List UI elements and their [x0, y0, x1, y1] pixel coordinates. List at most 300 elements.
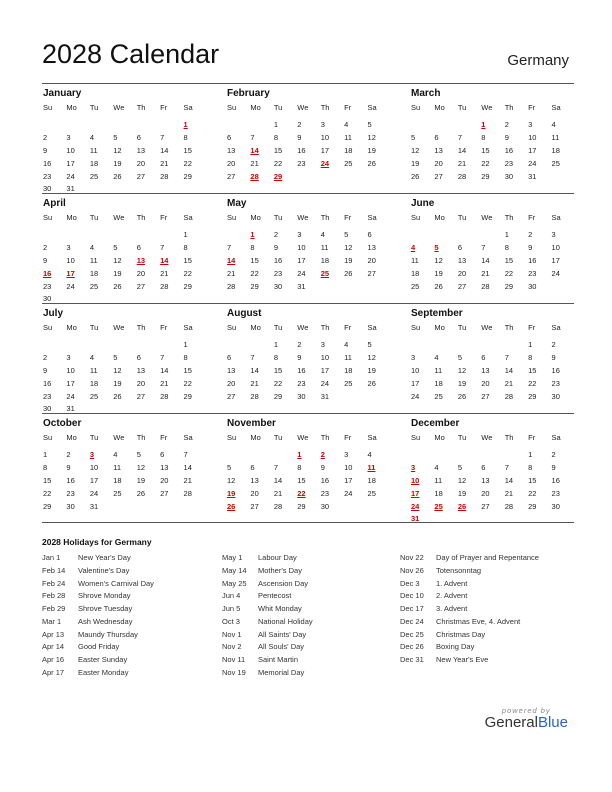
holiday-date-label: Nov 22 [400, 553, 424, 562]
day-number: 15 [273, 365, 283, 375]
empty-day [527, 513, 550, 526]
day-number: 3 [66, 242, 71, 252]
month-name: January [43, 88, 82, 99]
month-november [226, 414, 390, 523]
weekday-header [226, 211, 390, 225]
weekday-label: Sa [183, 433, 193, 442]
day-number: 9 [66, 462, 71, 472]
day-number: 25 [344, 378, 353, 388]
month-october [42, 414, 206, 523]
holiday-name: Whit Monday [258, 604, 302, 613]
day-number: 16 [504, 145, 514, 155]
empty-day [367, 281, 390, 294]
empty-day [367, 391, 390, 404]
month-name: February [227, 88, 270, 99]
holiday-date-label: May 1 [222, 553, 243, 562]
week-row [410, 352, 574, 365]
holiday-item [400, 629, 539, 642]
week-row [42, 132, 206, 145]
holiday-date: 17 [411, 488, 420, 498]
day-number: 15 [297, 475, 306, 485]
day-number: 6 [434, 132, 439, 142]
weekday-label: Mo [250, 323, 261, 332]
empty-day [367, 171, 390, 184]
holiday-item [222, 629, 313, 642]
holiday-item [42, 629, 154, 642]
holiday-name: Women's Carnival Day [78, 578, 154, 588]
week-row [226, 391, 390, 404]
day-number: 15 [481, 145, 490, 155]
holiday-date: 13 [136, 255, 146, 265]
weekday-label: Su [411, 433, 421, 442]
day-number: 20 [434, 158, 443, 168]
holiday-date: 14 [227, 255, 236, 265]
week-row [42, 462, 206, 475]
day-number: 24 [66, 171, 75, 181]
day-number: 19 [344, 255, 353, 265]
holiday-date: 22 [297, 488, 306, 498]
empty-day [410, 229, 433, 242]
empty-day [89, 119, 112, 132]
weekday-label: Su [227, 433, 237, 442]
day-number: 6 [367, 230, 372, 239]
day-number: 10 [297, 242, 306, 252]
day-number: 30 [504, 171, 514, 181]
day-number: 8 [183, 352, 188, 362]
day-number: 27 [481, 501, 490, 511]
holiday-date: 3 [411, 462, 416, 472]
month-may [226, 194, 390, 303]
day-number: 30 [320, 501, 330, 511]
holiday-name: Easter Monday [78, 667, 129, 677]
weekday-label: Th [504, 213, 514, 222]
day-number: 12 [113, 255, 122, 265]
day-number: 23 [320, 488, 330, 498]
day-number: 5 [457, 462, 463, 472]
day-number: 8 [183, 132, 188, 142]
day-number: 20 [136, 378, 146, 388]
week-row [42, 475, 206, 488]
week-row [42, 488, 206, 501]
weekday-label: Fr [528, 103, 536, 112]
holiday-name: Day of Prayer and Repentance [436, 553, 539, 562]
day-number: 31 [66, 404, 75, 414]
day-number: 10 [89, 462, 99, 472]
empty-day [410, 449, 433, 462]
day-number: 18 [434, 378, 443, 388]
day-number: 8 [250, 242, 255, 252]
day-number: 29 [528, 391, 537, 401]
day-number: 3 [297, 230, 302, 239]
weekday-label: Mo [250, 213, 261, 222]
empty-day [273, 449, 296, 462]
day-number: 11 [344, 352, 352, 362]
day-number: 23 [43, 281, 52, 291]
weekday-label: Sa [551, 433, 561, 442]
weekday-label: Mo [66, 323, 77, 332]
empty-day [42, 229, 65, 242]
month-name: November [227, 418, 276, 429]
empty-day [457, 119, 480, 132]
empty-day [226, 119, 249, 132]
holiday-date-label: Dec 25 [400, 629, 424, 639]
holiday-name: New Year's Day [78, 553, 131, 562]
day-number: 29 [183, 281, 192, 291]
holiday-date-label: May 14 [222, 565, 247, 575]
holiday-date: 26 [227, 501, 236, 511]
day-number: 31 [66, 184, 75, 194]
week-row [410, 488, 574, 501]
day-number: 17 [66, 158, 75, 168]
day-number: 23 [43, 391, 52, 401]
weekday-label: Su [43, 323, 53, 332]
week-row [226, 449, 390, 462]
empty-day [159, 339, 182, 352]
day-number: 2 [297, 340, 302, 349]
empty-day [159, 229, 182, 242]
day-number: 12 [411, 145, 420, 155]
month-august [226, 304, 390, 413]
day-number: 28 [457, 171, 467, 181]
weekday-label: Mo [66, 433, 77, 442]
day-number: 9 [551, 462, 556, 472]
day-number: 3 [411, 352, 416, 362]
day-number: 5 [367, 340, 372, 349]
day-number: 5 [227, 462, 232, 472]
day-number: 2 [551, 340, 556, 349]
empty-day [433, 119, 456, 132]
day-number: 4 [320, 230, 325, 239]
empty-day [112, 501, 135, 514]
day-number: 7 [273, 462, 279, 472]
day-number: 13 [227, 145, 236, 155]
empty-day [226, 339, 249, 352]
day-number: 26 [113, 171, 122, 181]
holiday-name: Labour Day [258, 553, 297, 562]
day-number: 9 [43, 365, 48, 375]
page-title: 2028 Calendar [42, 39, 220, 69]
holiday-name: Christmas Day [436, 629, 486, 639]
holiday-date-label: Dec 24 [400, 616, 424, 626]
empty-day [504, 449, 527, 462]
holiday-date: 1 [297, 450, 302, 459]
day-number: 22 [43, 488, 52, 498]
holiday-date: 5 [434, 242, 439, 252]
week-row [42, 171, 206, 184]
day-number: 1 [528, 450, 533, 459]
day-number: 20 [136, 268, 146, 278]
day-number: 9 [43, 145, 48, 155]
day-number: 10 [66, 365, 75, 375]
empty-day [42, 339, 65, 352]
empty-day [551, 281, 574, 294]
weekday-label: Tu [273, 213, 283, 222]
day-number: 20 [160, 475, 169, 485]
weekday-label: Th [320, 103, 330, 112]
day-number: 13 [367, 242, 376, 252]
day-number: 7 [183, 450, 188, 459]
day-number: 18 [551, 145, 560, 155]
day-number: 3 [551, 230, 556, 239]
day-number: 20 [481, 488, 490, 498]
empty-day [457, 229, 480, 242]
weekday-label: Tu [89, 433, 99, 442]
holiday-date-label: Oct 3 [222, 616, 240, 626]
day-number: 25 [367, 488, 376, 498]
day-number: 6 [227, 352, 232, 362]
day-number: 26 [113, 391, 122, 401]
day-number: 24 [528, 158, 537, 168]
day-number: 9 [528, 242, 533, 252]
day-number: 7 [481, 242, 486, 252]
day-number: 21 [457, 158, 467, 168]
week-row [226, 229, 390, 242]
empty-day [410, 119, 433, 132]
day-number: 28 [160, 391, 169, 401]
day-number: 9 [551, 352, 556, 362]
holiday-item [42, 565, 154, 578]
weekday-label: Sa [551, 323, 561, 332]
month-january [42, 84, 206, 193]
day-number: 24 [66, 281, 75, 291]
day-number: 4 [434, 462, 439, 472]
holidays-title: 2028 Holidays for Germany [42, 537, 152, 547]
day-number: 17 [344, 475, 353, 485]
weekday-label: Mo [250, 433, 261, 442]
day-number: 17 [320, 145, 330, 155]
day-number: 3 [344, 450, 349, 459]
day-number: 15 [183, 365, 192, 375]
day-number: 14 [457, 145, 467, 155]
day-number: 20 [227, 158, 236, 168]
day-number: 29 [183, 171, 192, 181]
day-number: 5 [113, 242, 118, 252]
day-number: 6 [136, 352, 141, 362]
holiday-item [42, 616, 154, 629]
day-number: 1 [273, 120, 279, 129]
day-number: 21 [250, 378, 259, 388]
holiday-date: 14 [250, 145, 259, 155]
holiday-date-label: Dec 10 [400, 591, 424, 601]
holiday-date: 26 [457, 501, 467, 511]
holiday-name: Ash Wednesday [78, 616, 133, 626]
empty-day [112, 339, 135, 352]
week-row [226, 339, 390, 352]
week-row [410, 145, 574, 158]
weekday-header [410, 211, 574, 225]
day-number: 11 [113, 462, 122, 472]
day-number: 5 [113, 132, 118, 142]
holiday-date-label: Jun 4 [222, 591, 241, 601]
day-number: 1 [43, 450, 48, 459]
day-number: 1 [273, 340, 279, 349]
weekday-label: Fr [528, 213, 536, 222]
empty-day [457, 449, 480, 462]
weekday-label: Tu [89, 213, 99, 222]
day-number: 24 [66, 391, 75, 401]
day-number: 7 [160, 242, 165, 252]
holiday-date: 28 [250, 171, 259, 181]
weekday-header [410, 101, 574, 115]
holiday-name: Pentecost [258, 591, 292, 601]
day-number: 25 [113, 488, 122, 498]
day-number: 15 [528, 475, 537, 485]
day-number: 29 [504, 281, 514, 291]
day-number: 2 [43, 352, 48, 362]
holiday-date: 3 [89, 450, 95, 459]
week-row [226, 365, 390, 378]
holiday-date-label: Nov 2 [222, 642, 242, 652]
day-number: 8 [528, 352, 533, 362]
country-label: Germany [507, 52, 569, 69]
holiday-date-label: Dec 17 [400, 604, 424, 613]
month-july [42, 304, 206, 413]
day-number: 17 [411, 378, 420, 388]
day-number: 29 [273, 391, 283, 401]
empty-day [136, 119, 159, 132]
day-number: 16 [320, 475, 330, 485]
weekday-label: We [297, 213, 309, 222]
day-number: 24 [89, 488, 99, 498]
month-row [42, 413, 574, 523]
day-number: 30 [551, 391, 560, 401]
brand-blue: Blue [537, 714, 568, 731]
day-number: 2 [43, 242, 48, 252]
day-number: 27 [136, 281, 146, 291]
week-row [42, 145, 206, 158]
weekday-label: Su [43, 433, 53, 442]
day-number: 23 [297, 158, 306, 168]
empty-day [343, 281, 366, 294]
empty-day [480, 513, 503, 526]
day-number: 13 [250, 475, 259, 485]
day-number: 10 [66, 145, 75, 155]
weekday-label: We [113, 433, 125, 442]
holiday-date: 24 [411, 501, 420, 511]
weekday-label: Su [43, 103, 53, 112]
day-number: 28 [481, 281, 490, 291]
empty-day [433, 339, 456, 352]
day-number: 2 [504, 120, 509, 129]
week-row [226, 501, 390, 514]
day-number: 1 [183, 230, 188, 239]
weekday-label: Mo [66, 103, 77, 112]
weekday-label: Th [320, 323, 330, 332]
day-number: 13 [434, 145, 443, 155]
empty-day [433, 229, 456, 242]
day-number: 11 [320, 242, 329, 252]
day-number: 4 [344, 120, 349, 129]
day-number: 31 [320, 391, 330, 401]
weekday-label: Fr [160, 433, 168, 442]
holiday-date-label: Dec 31 [400, 655, 424, 664]
day-number: 21 [160, 268, 169, 278]
day-number: 18 [113, 475, 122, 485]
weekday-label: Sa [183, 103, 193, 112]
empty-day [433, 513, 456, 526]
weekday-label: Th [504, 433, 514, 442]
week-row [410, 242, 574, 255]
weekday-label: Sa [183, 213, 193, 222]
day-number: 14 [160, 365, 169, 375]
day-number: 3 [320, 120, 325, 129]
holiday-item [222, 667, 313, 680]
day-number: 15 [183, 145, 192, 155]
week-row [410, 171, 574, 184]
day-number: 28 [273, 501, 283, 511]
holiday-item [222, 565, 313, 578]
holiday-item [42, 641, 154, 654]
empty-day [159, 501, 182, 514]
brand-name [485, 715, 568, 732]
day-number: 12 [367, 132, 376, 142]
empty-day [226, 229, 249, 242]
day-number: 4 [551, 120, 556, 129]
holiday-date-label: Apr 16 [42, 655, 65, 664]
day-number: 23 [297, 378, 306, 388]
month-march [410, 84, 574, 193]
day-number: 21 [481, 268, 490, 278]
weekday-label: Tu [273, 103, 283, 112]
weekday-header [42, 321, 206, 335]
holiday-item [400, 552, 539, 565]
weekday-header [42, 431, 206, 445]
day-number: 26 [434, 281, 443, 291]
day-number: 7 [227, 242, 232, 252]
day-number: 28 [227, 281, 236, 291]
day-number: 8 [504, 242, 509, 252]
day-number: 4 [89, 352, 95, 362]
day-number: 20 [227, 378, 236, 388]
day-number: 19 [136, 475, 146, 485]
empty-day [296, 171, 319, 184]
day-number: 14 [160, 145, 169, 155]
day-number: 11 [89, 365, 98, 375]
day-number: 10 [320, 132, 330, 142]
holiday-name: Shrove Monday [78, 591, 131, 601]
holiday-item [400, 578, 539, 591]
weekday-label: Fr [528, 323, 536, 332]
empty-day [65, 229, 88, 242]
day-number: 9 [273, 242, 279, 252]
day-number: 25 [89, 281, 99, 291]
holiday-name: Shrove Tuesday [78, 604, 133, 613]
day-number: 3 [66, 352, 71, 362]
day-number: 10 [344, 462, 353, 472]
day-number: 6 [136, 132, 141, 142]
holiday-name: Ascension Day [258, 578, 309, 588]
month-february [226, 84, 390, 193]
day-number: 2 [528, 230, 533, 239]
holiday-date-label: May 25 [222, 578, 247, 588]
day-number: 16 [66, 475, 75, 485]
day-number: 1 [183, 340, 188, 349]
day-number: 6 [250, 462, 255, 472]
day-number: 29 [297, 501, 306, 511]
day-number: 30 [43, 404, 52, 414]
week-row [226, 132, 390, 145]
day-number: 13 [136, 365, 146, 375]
day-number: 12 [227, 475, 236, 485]
day-number: 5 [136, 450, 141, 459]
day-number: 6 [160, 450, 165, 459]
holiday-date: 17 [66, 268, 75, 278]
weekday-header [410, 431, 574, 445]
day-number: 22 [273, 378, 283, 388]
day-number: 19 [457, 378, 467, 388]
holiday-item [222, 641, 313, 654]
day-number: 27 [160, 488, 169, 498]
